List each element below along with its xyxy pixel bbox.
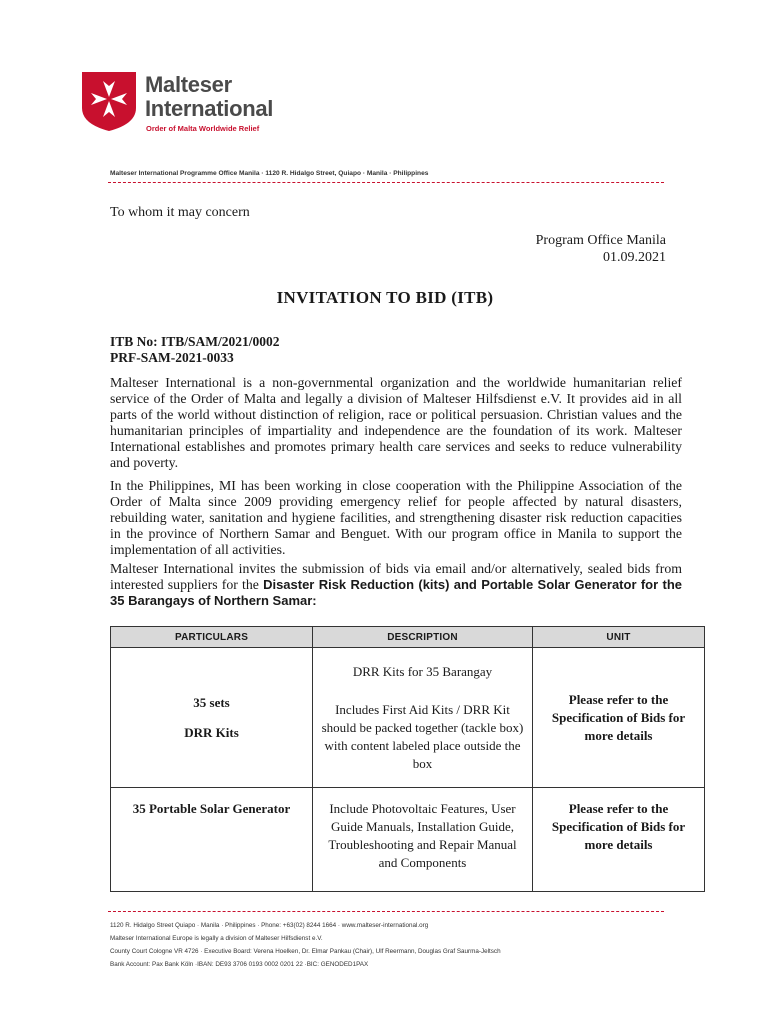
description-cell: Include Photovoltaic Features, User Guide Manuals, Installation Guide, Troubleshooting and Repair Manual and Components — [313, 788, 533, 892]
particulars-cell — [111, 788, 313, 892]
column-header-description: DESCRIPTION — [313, 627, 533, 648]
greeting: To whom it may concern — [110, 205, 250, 220]
column-header-particulars: PARTICULARS — [111, 627, 313, 648]
table-row — [111, 788, 705, 892]
paragraph-intro: Malteser International is a non-governmental organization and the worldwide humanitarian relief service of the Order of Malta and legally a division of Malteser Hilfsdienst e.V. It provides aid in all parts of the world without distinction of religion, race or political persuasion. Christian values and the humanitarian principles of impartiality and independence are the foundation of its work. Malteser International establishes and promotes primary health care services and seeks to reduce vulnerability and poverty. — [110, 375, 682, 470]
bid-items-table — [110, 626, 705, 892]
paragraph-invitation — [110, 561, 682, 609]
prf-number: PRF-SAM-2021-0033 — [110, 350, 234, 365]
particular-name: 35 Portable Solar Generator — [132, 801, 291, 816]
footer-board: County Court Cologne VR 4726 · Executive Board: Verena Hoelken, Dr. Elmar Pankau (Chair), Ulf Reermann, Douglas Graf Saurma-Jeltsch — [110, 948, 501, 955]
letter-date: 01.09.2021 — [603, 250, 666, 265]
brand-name-line2: International — [145, 96, 274, 121]
description-detail: Includes First Aid Kits / DRR Kit should be packed together (tackle box) with content labeled place outside the box — [321, 701, 524, 771]
table-header-row — [111, 627, 705, 648]
office-name: Program Office Manila — [535, 233, 666, 248]
itb-number: ITB No: ITB/SAM/2021/0002 — [110, 334, 280, 349]
paragraph-philippines: In the Philippines, MI has been working in close cooperation with the Philippine Association of the Order of Malta since 2009 providing emergency relief for people affected by natural disasters, rebuilding water, sanitation and hygiene facilities, and strengthening disaster risk reduction capacities in the province of Northern Samar and Benguet. With our program office in Manila to support the implementation of all activities. — [110, 478, 682, 557]
column-header-unit: UNIT — [533, 627, 705, 648]
header-divider — [108, 182, 664, 183]
document-title: INVITATION TO BID (ITB) — [276, 288, 494, 307]
reference-numbers — [110, 334, 280, 366]
particular-name: DRR Kits — [184, 724, 239, 740]
invitation-text: Malteser International invites the submission of bids via email and/or alternatively, sealed bids from interested suppliers for the — [110, 561, 682, 592]
table-row — [111, 648, 705, 788]
description-cell — [313, 648, 533, 788]
footer-legal: Malteser International Europe is legally a division of Malteser Hilfsdienst e.V. — [110, 935, 323, 942]
footer-divider — [108, 911, 664, 912]
maltese-cross-icon — [80, 70, 138, 132]
invitation-subject: Disaster Risk Reduction (kits) and Portable Solar Generator for the 35 Barangays of Northern Samar: — [110, 577, 682, 608]
sender-block — [536, 232, 666, 266]
unit-cell: Please refer to the Specification of Bids for more details — [533, 648, 705, 788]
particular-quantity: 35 sets — [193, 694, 230, 710]
footer-bank: Bank Account: Pax Bank Köln ·IBAN: DE93 3706 0193 0002 0201 22 ·BIC: GENODED1PAX — [110, 961, 369, 968]
brand-name-line1: Malteser — [145, 72, 232, 97]
logo — [80, 70, 138, 132]
particulars-cell — [111, 648, 313, 788]
office-address: Malteser International Programme Office Manila · 1120 R. Hidalgo Street, Quiapo · Manila · Philippines — [110, 170, 429, 177]
unit-cell: Please refer to the Specification of Bids for more details — [533, 788, 705, 892]
description-line: DRR Kits for 35 Barangay — [352, 663, 493, 679]
footer-address: 1120 R. Hidalgo Street Quiapo · Manila · Philippines · Phone: +63(02) 8244 1664 · www.malteser-international.org — [110, 922, 429, 929]
brand-subtitle: Order of Malta Worldwide Relief — [146, 124, 260, 133]
